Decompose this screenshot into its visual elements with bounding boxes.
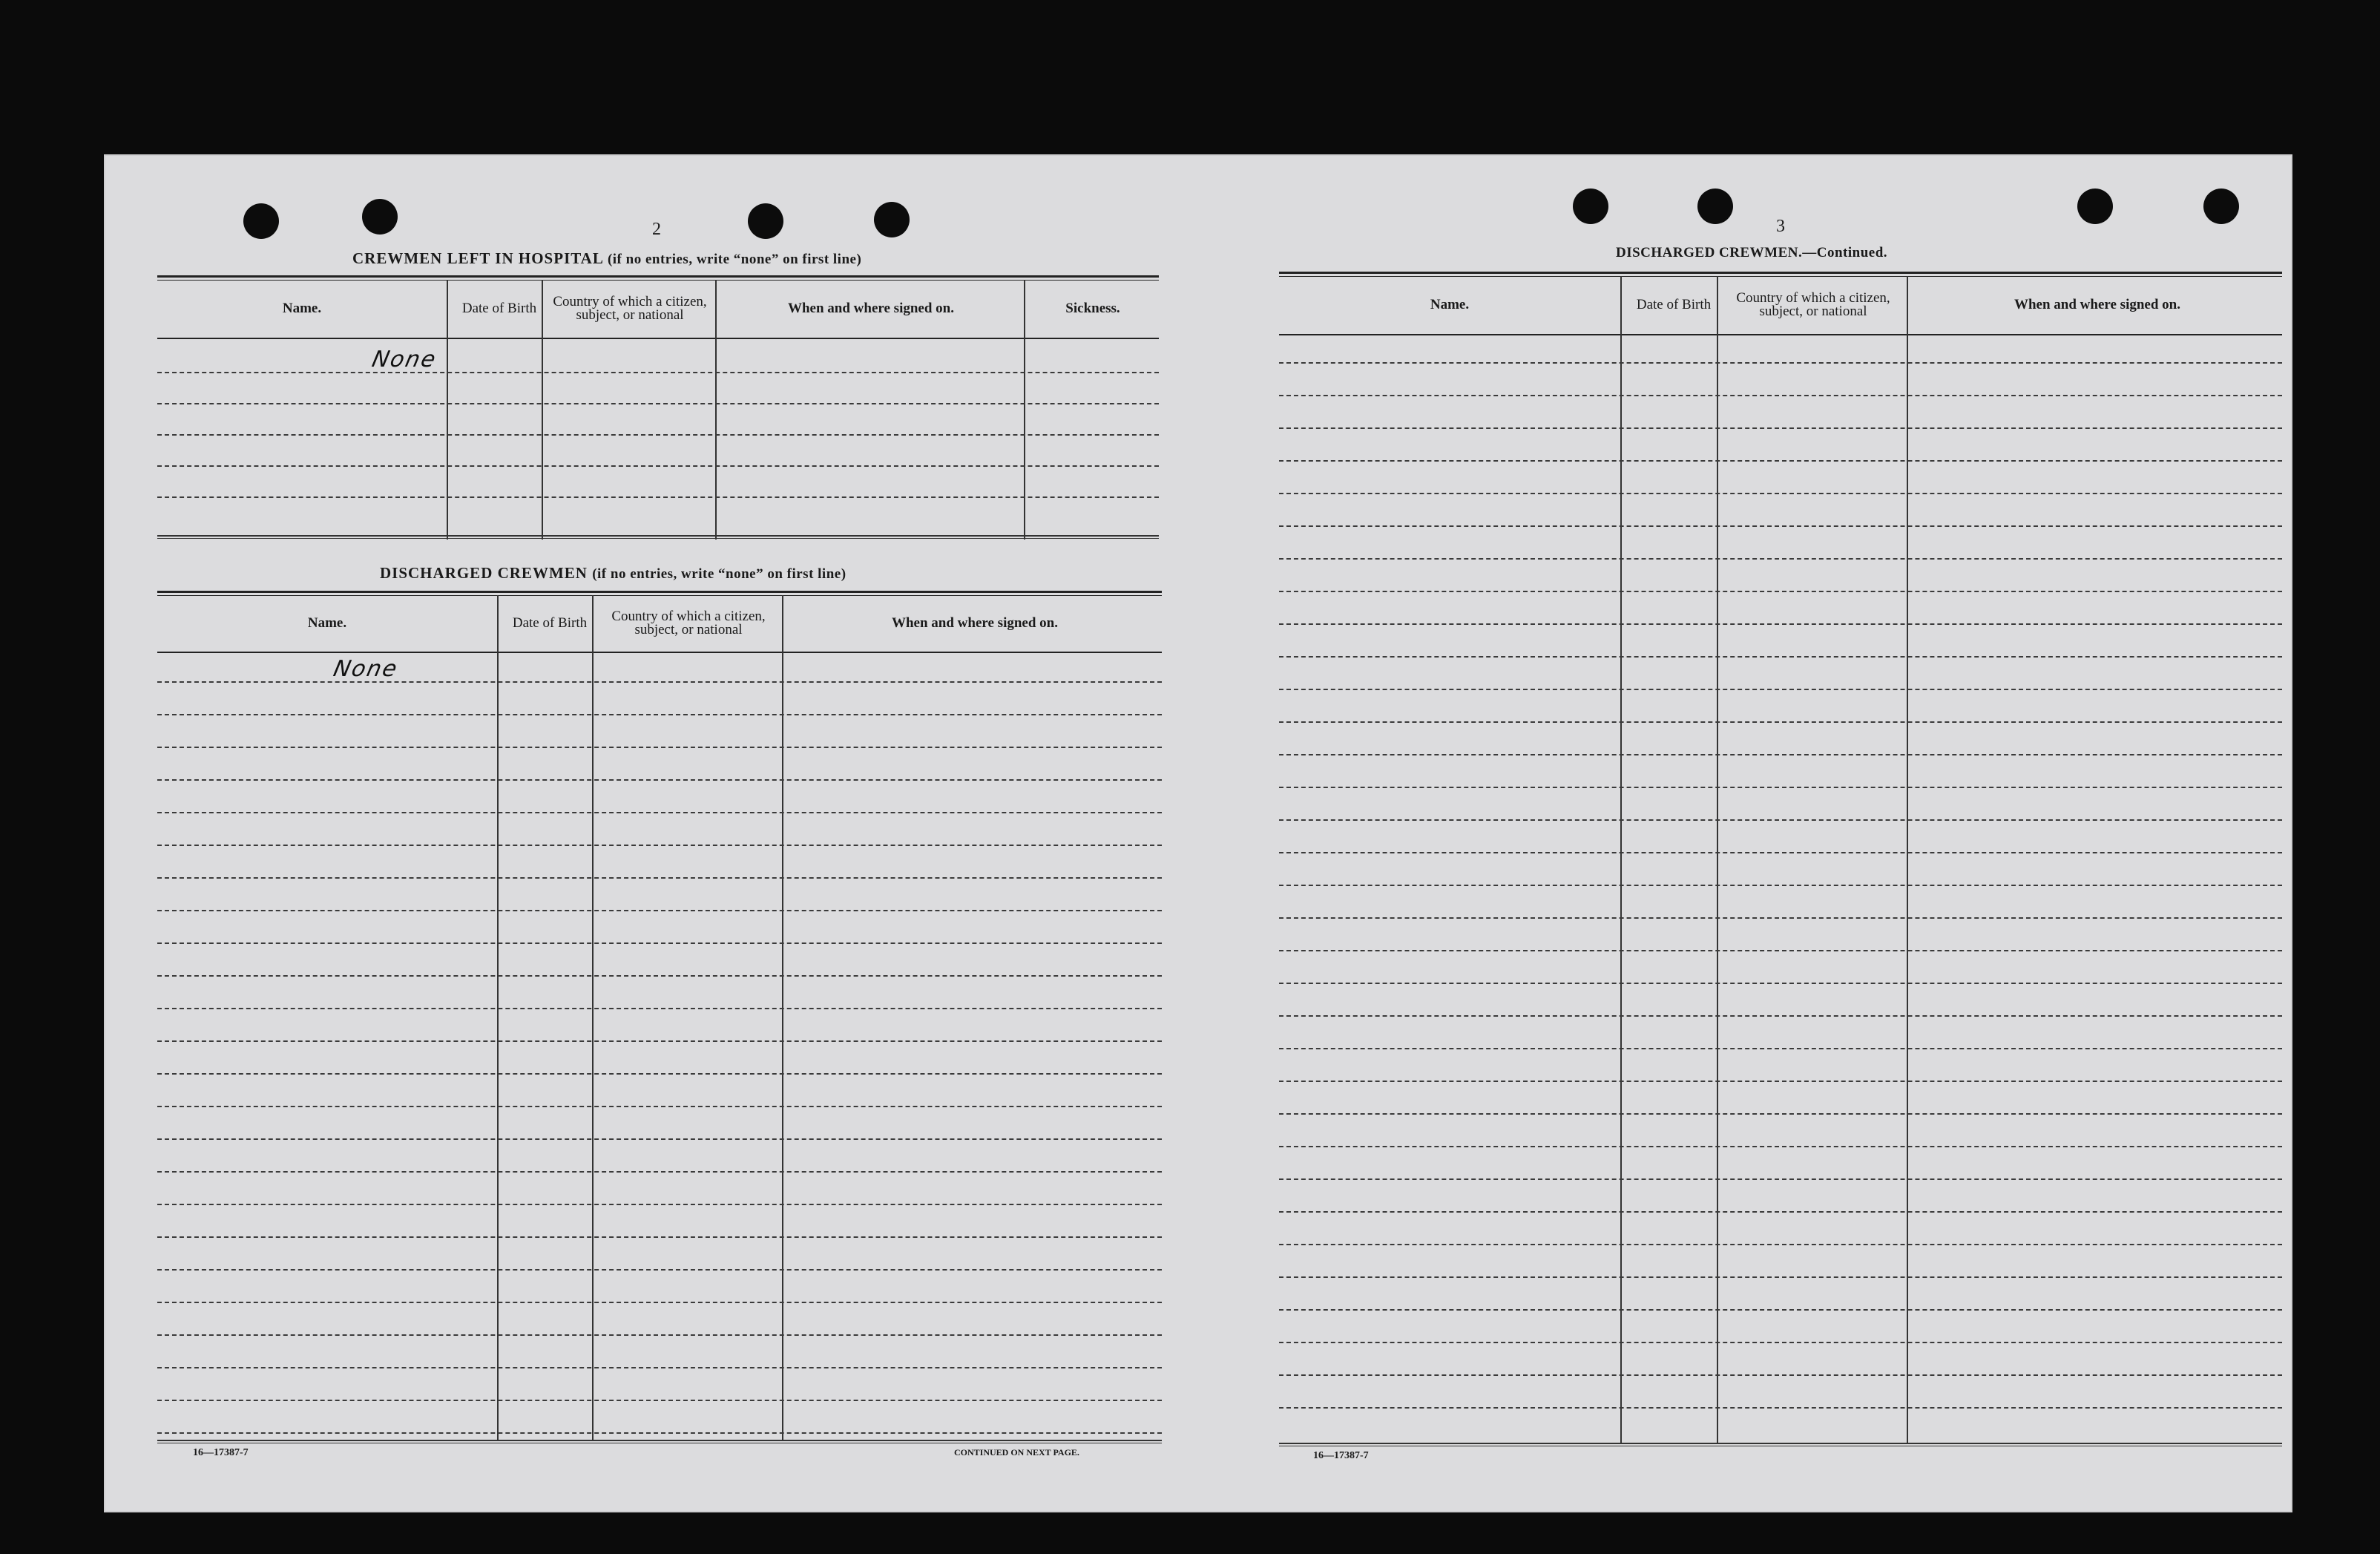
table-bottom-rule [157, 535, 1159, 539]
discharged-continued-title: DISCHARGED CREWMEN.—Continued. [1616, 245, 1888, 260]
table-row [1279, 460, 2282, 462]
column-divider [715, 280, 717, 540]
punch-hole [748, 203, 783, 239]
col-header-dob: Date of Birth [1636, 297, 1712, 312]
table-row [1279, 1211, 2282, 1213]
table-row [1279, 983, 2282, 984]
table-row [1279, 721, 2282, 723]
table-row [157, 910, 1162, 911]
col-header-country: Country of which a citizen, subject, or national [1736, 290, 1890, 319]
table-row [1279, 656, 2282, 658]
table-row [1279, 427, 2282, 429]
discharged-table-left [157, 591, 1162, 1444]
table-row [157, 1334, 1162, 1336]
col-header-country: Country of which a citizen, subject, or national [553, 294, 707, 323]
form-sheet [104, 154, 2292, 1512]
table-row [157, 1106, 1162, 1107]
table-row [1279, 917, 2282, 919]
table-row [157, 1204, 1162, 1205]
table-row [1279, 395, 2282, 396]
table-row [157, 434, 1159, 436]
table-row [157, 465, 1159, 467]
col-header-signed-on: When and where signed on. [891, 615, 1058, 631]
page-number-left: 2 [652, 220, 661, 239]
table-row [1279, 689, 2282, 690]
table-row [1279, 1374, 2282, 1376]
col-header-signed-on: When and where signed on. [2014, 297, 2180, 312]
punch-hole [874, 202, 910, 237]
column-divider [1024, 280, 1025, 540]
table-row [1279, 493, 2282, 494]
table-row [1279, 1015, 2282, 1017]
table-row [1279, 1276, 2282, 1278]
table-row [157, 747, 1162, 748]
discharged-section-title [380, 564, 847, 583]
punch-hole [2203, 188, 2239, 224]
table-row [1279, 1178, 2282, 1180]
col-header-country: Country of which a citizen, subject, or national [611, 609, 766, 637]
table-row [1279, 754, 2282, 755]
table-row [157, 812, 1162, 813]
punch-hole [1697, 188, 1733, 224]
header-bottom-rule [157, 338, 1159, 339]
table-row [157, 942, 1162, 944]
table-row [157, 1269, 1162, 1271]
table-row [157, 1302, 1162, 1303]
table-row [1279, 1309, 2282, 1311]
table-row [157, 681, 1162, 683]
hospital-table [157, 275, 1159, 542]
table-row [157, 1138, 1162, 1140]
table-row [1279, 950, 2282, 951]
handwritten-entry: None [369, 347, 440, 373]
ruled-rows [157, 591, 1162, 1444]
table-row [1279, 591, 2282, 592]
table-row [157, 1367, 1162, 1368]
table-top-rule [157, 275, 1159, 281]
table-row [157, 845, 1162, 846]
table-row [1279, 1407, 2282, 1409]
table-row [1279, 852, 2282, 853]
table-row [157, 1040, 1162, 1042]
hospital-section-title [352, 249, 861, 268]
col-header-name: Name. [282, 301, 322, 316]
table-row [157, 1432, 1162, 1434]
table-row [1279, 362, 2282, 364]
col-header-dob: Date of Birth [512, 615, 588, 631]
column-divider [447, 280, 448, 540]
hospital-title-note: (if no entries, write “none” on first line) [607, 252, 862, 267]
table-row [1279, 1146, 2282, 1147]
table-row [157, 1171, 1162, 1173]
table-row [1279, 787, 2282, 788]
form-code-right: 16—17387-7 [1313, 1450, 1369, 1461]
table-row [1279, 1081, 2282, 1082]
table-row [1279, 1048, 2282, 1049]
col-header-signed-on: When and where signed on. [787, 301, 954, 316]
hospital-title-text: CREWMEN LEFT IN HOSPITAL [352, 249, 603, 267]
table-row [157, 1236, 1162, 1238]
table-row [1279, 525, 2282, 527]
punch-hole [362, 199, 398, 235]
table-row [157, 714, 1162, 715]
col-header-sickness: Sickness. [1065, 301, 1120, 316]
table-row [1279, 819, 2282, 821]
table-row [1279, 1244, 2282, 1245]
table-row [1279, 1113, 2282, 1115]
handwritten-entry: None [331, 656, 401, 682]
discharged-table-right [1279, 272, 2282, 1452]
col-header-name: Name. [307, 615, 347, 631]
ruled-rows [1279, 272, 2282, 1452]
table-bottom-rule [157, 1440, 1162, 1443]
table-row [157, 496, 1159, 498]
continued-note: CONTINUED ON NEXT PAGE. [954, 1447, 1079, 1458]
discharged-title-note: (if no entries, write “none” on first line) [592, 566, 847, 582]
table-row [157, 1073, 1162, 1075]
table-row [157, 372, 1159, 373]
table-row [1279, 558, 2282, 560]
table-row [157, 1400, 1162, 1401]
col-header-name: Name. [1430, 297, 1470, 312]
page-number-right: 3 [1776, 217, 1785, 236]
table-row [157, 975, 1162, 977]
punch-hole [2077, 188, 2113, 224]
table-row [157, 1008, 1162, 1009]
table-row [157, 877, 1162, 879]
table-row [1279, 623, 2282, 625]
table-bottom-rule [1279, 1443, 2282, 1446]
table-row [157, 779, 1162, 781]
table-row [1279, 1342, 2282, 1343]
table-row [157, 403, 1159, 404]
punch-hole [1573, 188, 1608, 224]
table-row [1279, 885, 2282, 886]
form-code-left: 16—17387-7 [193, 1447, 249, 1458]
discharged-title-text: DISCHARGED CREWMEN [380, 564, 588, 582]
col-header-dob: Date of Birth [461, 301, 537, 316]
punch-hole [243, 203, 279, 239]
